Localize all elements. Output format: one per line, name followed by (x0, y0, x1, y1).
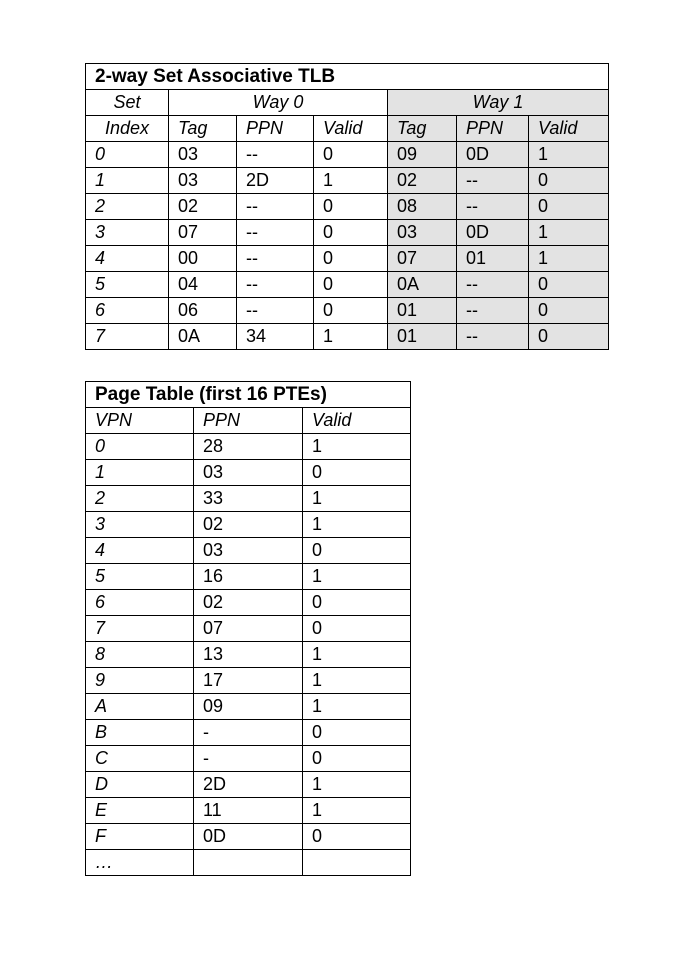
ppn-cell: 33 (194, 486, 303, 512)
way0-ppn-cell: -- (237, 298, 314, 324)
valid-cell: 0 (303, 616, 411, 642)
way0-valid-header: Valid (314, 116, 388, 142)
tlb-set-index: 2 (86, 194, 169, 220)
vpn-cell: … (86, 850, 194, 876)
page-table-row (86, 668, 411, 694)
way1-tag-cell: 03 (388, 220, 457, 246)
way0-valid-cell: 0 (314, 246, 388, 272)
ppn-cell: 2D (194, 772, 303, 798)
ppn-cell: 03 (194, 460, 303, 486)
page-table (85, 381, 411, 876)
page-table-row (86, 512, 411, 538)
vpn-cell: A (86, 694, 194, 720)
page-table-row (86, 798, 411, 824)
ppn-cell: 16 (194, 564, 303, 590)
tlb-row (86, 298, 609, 324)
ppn-cell: 02 (194, 590, 303, 616)
way1-ppn-cell: -- (457, 272, 529, 298)
tlb-set-index: 6 (86, 298, 169, 324)
page-table-row (86, 746, 411, 772)
ppn-cell: - (194, 720, 303, 746)
way1-ppn-cell: 0D (457, 220, 529, 246)
page-table-row (86, 486, 411, 512)
vpn-cell: 5 (86, 564, 194, 590)
tlb-set-index: 5 (86, 272, 169, 298)
way0-ppn-cell: -- (237, 246, 314, 272)
way1-valid-cell: 0 (529, 298, 609, 324)
way0-ppn-cell: -- (237, 142, 314, 168)
way1-ppn-cell: -- (457, 298, 529, 324)
ppn-cell: 13 (194, 642, 303, 668)
tlb-row (86, 168, 609, 194)
page-table-row (86, 642, 411, 668)
index-header: Index (86, 116, 169, 142)
valid-cell: 1 (303, 512, 411, 538)
page-table-row (86, 694, 411, 720)
page-table-row (86, 824, 411, 850)
way0-tag-cell: 03 (169, 142, 237, 168)
way1-header: Way 1 (388, 90, 609, 116)
valid-cell: 1 (303, 642, 411, 668)
tlb-table (85, 63, 609, 350)
tlb-row (86, 272, 609, 298)
way0-tag-cell: 06 (169, 298, 237, 324)
ppn-cell: 11 (194, 798, 303, 824)
way0-tag-cell: 03 (169, 168, 237, 194)
ppn-cell: 17 (194, 668, 303, 694)
ppn-cell: 02 (194, 512, 303, 538)
way0-tag-header: Tag (169, 116, 237, 142)
way0-ppn-cell: -- (237, 220, 314, 246)
way0-valid-cell: 0 (314, 298, 388, 324)
ppn-cell: 09 (194, 694, 303, 720)
tlb-title: 2-way Set Associative TLB (86, 64, 609, 90)
tlb-row (86, 220, 609, 246)
vpn-cell: 8 (86, 642, 194, 668)
tlb-set-index: 1 (86, 168, 169, 194)
way1-tag-cell: 09 (388, 142, 457, 168)
vpn-cell: 2 (86, 486, 194, 512)
ppn-header: PPN (194, 408, 303, 434)
ppn-cell: 03 (194, 538, 303, 564)
way1-ppn-cell: 01 (457, 246, 529, 272)
valid-header: Valid (303, 408, 411, 434)
way0-ppn-cell: -- (237, 272, 314, 298)
valid-cell: 0 (303, 538, 411, 564)
vpn-cell: 9 (86, 668, 194, 694)
way0-tag-cell: 0A (169, 324, 237, 350)
way1-tag-cell: 01 (388, 324, 457, 350)
tlb-row (86, 324, 609, 350)
page-table-title: Page Table (first 16 PTEs) (86, 382, 411, 408)
way0-valid-cell: 0 (314, 220, 388, 246)
vpn-cell: E (86, 798, 194, 824)
valid-cell: 0 (303, 460, 411, 486)
way0-valid-cell: 0 (314, 272, 388, 298)
way1-ppn-header: PPN (457, 116, 529, 142)
ppn-cell: 0D (194, 824, 303, 850)
ppn-cell: 07 (194, 616, 303, 642)
page-table-row (86, 564, 411, 590)
vpn-cell: 6 (86, 590, 194, 616)
valid-cell: 0 (303, 746, 411, 772)
tlb-row (86, 246, 609, 272)
valid-cell: 1 (303, 668, 411, 694)
way1-tag-cell: 01 (388, 298, 457, 324)
vpn-cell: 3 (86, 512, 194, 538)
way0-ppn-cell: 34 (237, 324, 314, 350)
vpn-cell: 0 (86, 434, 194, 460)
vpn-cell: B (86, 720, 194, 746)
way0-valid-cell: 1 (314, 168, 388, 194)
set-header: Set (86, 90, 169, 116)
way0-valid-cell: 1 (314, 324, 388, 350)
valid-cell: 0 (303, 824, 411, 850)
tlb-row (86, 194, 609, 220)
ppn-cell: - (194, 746, 303, 772)
way1-valid-cell: 1 (529, 246, 609, 272)
way1-tag-header: Tag (388, 116, 457, 142)
valid-cell: 1 (303, 798, 411, 824)
way1-tag-cell: 07 (388, 246, 457, 272)
way1-ppn-cell: -- (457, 194, 529, 220)
way1-valid-cell: 0 (529, 272, 609, 298)
tlb-row (86, 142, 609, 168)
vpn-cell: C (86, 746, 194, 772)
way1-valid-cell: 1 (529, 220, 609, 246)
page-table-row (86, 538, 411, 564)
tlb-set-index: 0 (86, 142, 169, 168)
valid-cell: 1 (303, 564, 411, 590)
tlb-set-index: 4 (86, 246, 169, 272)
valid-cell: 1 (303, 486, 411, 512)
way1-ppn-cell: 0D (457, 142, 529, 168)
way1-valid-cell: 0 (529, 194, 609, 220)
valid-cell: 1 (303, 694, 411, 720)
way0-tag-cell: 00 (169, 246, 237, 272)
way1-valid-cell: 0 (529, 168, 609, 194)
valid-cell: 1 (303, 772, 411, 798)
vpn-cell: 1 (86, 460, 194, 486)
tlb-set-index: 7 (86, 324, 169, 350)
valid-cell: 1 (303, 434, 411, 460)
way0-tag-cell: 04 (169, 272, 237, 298)
way1-valid-header: Valid (529, 116, 609, 142)
way0-ppn-cell: -- (237, 194, 314, 220)
way0-valid-cell: 0 (314, 194, 388, 220)
ppn-cell (194, 850, 303, 876)
way0-ppn-header: PPN (237, 116, 314, 142)
page-table-row (86, 434, 411, 460)
tlb-set-index: 3 (86, 220, 169, 246)
vpn-cell: F (86, 824, 194, 850)
way1-ppn-cell: -- (457, 324, 529, 350)
way1-tag-cell: 08 (388, 194, 457, 220)
way0-ppn-cell: 2D (237, 168, 314, 194)
page-table-row (86, 590, 411, 616)
way1-tag-cell: 0A (388, 272, 457, 298)
page-table-row (86, 616, 411, 642)
valid-cell: 0 (303, 720, 411, 746)
page-table-row (86, 720, 411, 746)
vpn-cell: 7 (86, 616, 194, 642)
way0-tag-cell: 07 (169, 220, 237, 246)
page-table-row (86, 850, 411, 876)
way1-valid-cell: 0 (529, 324, 609, 350)
way1-valid-cell: 1 (529, 142, 609, 168)
vpn-cell: 4 (86, 538, 194, 564)
vpn-cell: D (86, 772, 194, 798)
valid-cell (303, 850, 411, 876)
way1-ppn-cell: -- (457, 168, 529, 194)
ppn-cell: 28 (194, 434, 303, 460)
way0-tag-cell: 02 (169, 194, 237, 220)
vpn-header: VPN (86, 408, 194, 434)
way0-header: Way 0 (169, 90, 388, 116)
way1-tag-cell: 02 (388, 168, 457, 194)
valid-cell: 0 (303, 590, 411, 616)
way0-valid-cell: 0 (314, 142, 388, 168)
page-table-row (86, 772, 411, 798)
page-table-row (86, 460, 411, 486)
